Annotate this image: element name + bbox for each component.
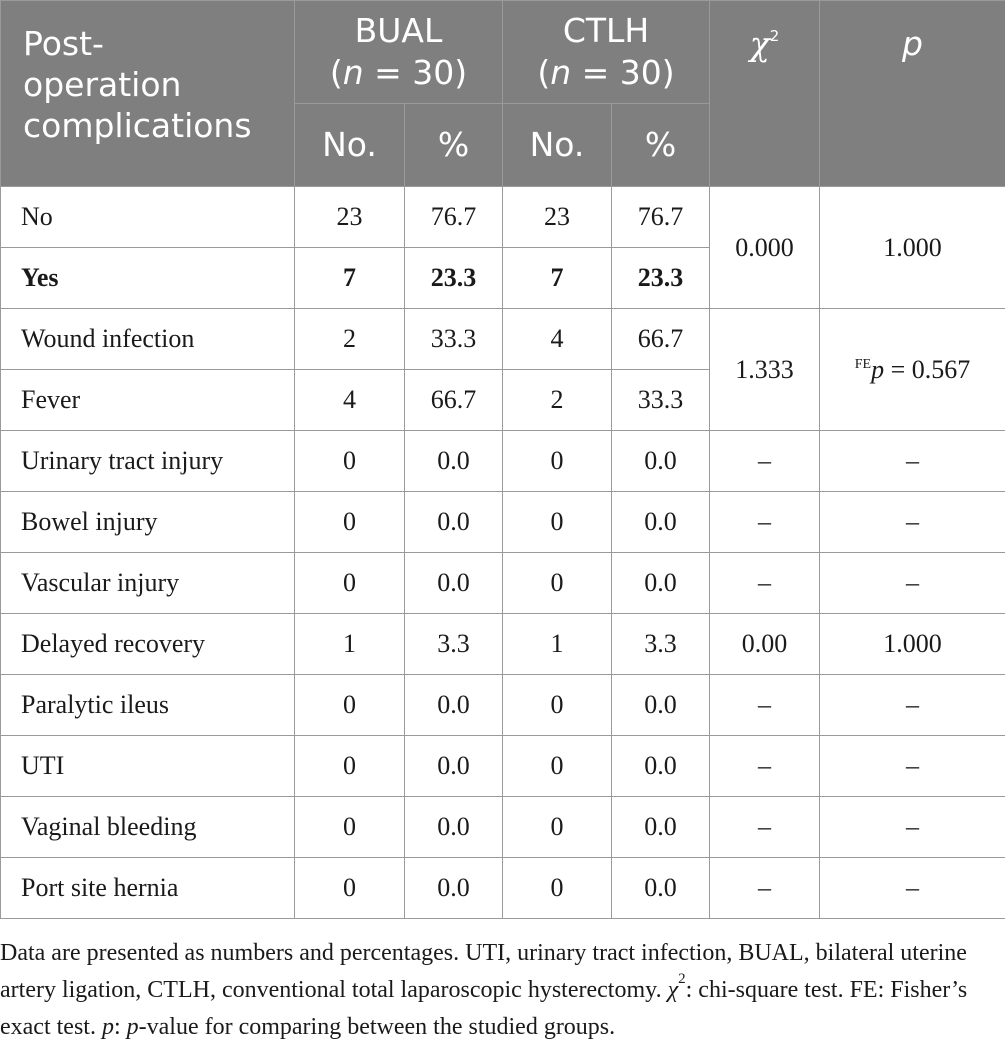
ctlh-no-cell: 1 [503,614,612,675]
chi-cell: – [710,858,820,919]
bual-no-cell: 0 [295,675,405,736]
bual-pct-cell: 0.0 [405,553,503,614]
bual-no-cell: 0 [295,431,405,492]
p-cell: – [820,431,1005,492]
ctlh-no-cell: 0 [503,553,612,614]
ctlh-pct-cell: 3.3 [612,614,710,675]
row-label: UTI [1,736,295,797]
table-row [1,553,1005,614]
row-label: Wound infection [1,309,295,370]
ctlh-no-cell: 4 [503,309,612,370]
bual-no-cell: 0 [295,553,405,614]
ctlh-no-cell: 0 [503,492,612,553]
p-cell: – [820,736,1005,797]
header-chi-square: $\chi^2$ [710,1,820,187]
header-complications: Post- operation complications [1,1,295,187]
table-row [1,187,1005,248]
row-label: Delayed recovery [1,614,295,675]
ctlh-pct-cell: 0.0 [612,431,710,492]
row-label: No [1,187,295,248]
chi-cell: 0.000 [710,187,820,309]
row-label: Vascular injury [1,553,295,614]
row-label: Vaginal bleeding [1,797,295,858]
row-label: Bowel injury [1,492,295,553]
header-bual: BUAL (n = 30) [295,1,503,104]
table-header [1,1,1005,187]
ctlh-pct-cell: 0.0 [612,858,710,919]
bual-no-cell: 1 [295,614,405,675]
bual-pct-cell: 0.0 [405,858,503,919]
bual-no-cell: 2 [295,309,405,370]
bual-no-cell: 4 [295,370,405,431]
table-body [1,187,1005,919]
table-row [1,858,1005,919]
ctlh-pct-cell: 76.7 [612,187,710,248]
chi-cell: – [710,553,820,614]
bual-no-cell: 0 [295,858,405,919]
ctlh-no-cell: 0 [503,431,612,492]
ctlh-no-cell: 0 [503,858,612,919]
row-label: Paralytic ileus [1,675,295,736]
header-ctlh-no: No. [503,104,612,187]
row-label: Fever [1,370,295,431]
row-label: Urinary tract injury [1,431,295,492]
bual-pct-cell: 0.0 [405,675,503,736]
p-cell: 1.000 [820,187,1005,309]
ctlh-pct-cell: 66.7 [612,309,710,370]
ctlh-pct-cell: 33.3 [612,370,710,431]
ctlh-pct-cell: 23.3 [612,248,710,309]
table-row [1,736,1005,797]
chi-cell: – [710,492,820,553]
p-cell: 1.000 [820,614,1005,675]
p-cell: – [820,797,1005,858]
table-row [1,614,1005,675]
p-cell: – [820,553,1005,614]
header-ctlh: CTLH (n = 30) [503,1,710,104]
bual-pct-cell: 33.3 [405,309,503,370]
header-bual-no: No. [295,104,405,187]
ctlh-no-cell: 0 [503,797,612,858]
chi-cell: – [710,675,820,736]
p-cell: – [820,858,1005,919]
chi-cell: 1.333 [710,309,820,431]
bual-no-cell: 0 [295,797,405,858]
p-cell: – [820,492,1005,553]
chi-cell: – [710,797,820,858]
table-row [1,431,1005,492]
header-bual-pct: % [405,104,503,187]
bual-pct-cell: 23.3 [405,248,503,309]
ctlh-no-cell: 0 [503,675,612,736]
bual-pct-cell: 0.0 [405,797,503,858]
bual-pct-cell: 0.0 [405,736,503,797]
row-label: Port site hernia [1,858,295,919]
chi-cell: – [710,736,820,797]
header-p-value: p [820,1,1005,187]
ctlh-pct-cell: 0.0 [612,492,710,553]
ctlh-no-cell: 23 [503,187,612,248]
header-ctlh-pct: % [612,104,710,187]
bual-no-cell: 0 [295,492,405,553]
table-row [1,797,1005,858]
ctlh-no-cell: 0 [503,736,612,797]
p-cell: – [820,675,1005,736]
p-cell: $^{FE}$p = 0.567 [820,309,1005,431]
table-row [1,492,1005,553]
table-row [1,309,1005,370]
bual-pct-cell: 0.0 [405,492,503,553]
bual-no-cell: 23 [295,187,405,248]
ctlh-no-cell: 2 [503,370,612,431]
bual-pct-cell: 76.7 [405,187,503,248]
chi-cell: – [710,431,820,492]
bual-no-cell: 0 [295,736,405,797]
ctlh-pct-cell: 0.0 [612,675,710,736]
row-label: Yes [1,248,295,309]
bual-pct-cell: 3.3 [405,614,503,675]
bual-pct-cell: 0.0 [405,431,503,492]
bual-no-cell: 7 [295,248,405,309]
ctlh-pct-cell: 0.0 [612,553,710,614]
table-footnote: Data are presented as numbers and percentages. UTI, urinary tract infection, BUAL, bilateral uterine artery ligation, CTLH, conventional total laparoscopic hysterectomy. $\chi^2$: chi-square test. FE: Fisher’s exact test. p: p-value for comparing between the studied groups. [0,940,968,1040]
chi-cell: 0.00 [710,614,820,675]
ctlh-pct-cell: 0.0 [612,797,710,858]
ctlh-no-cell: 7 [503,248,612,309]
ctlh-pct-cell: 0.0 [612,736,710,797]
table-row [1,675,1005,736]
bual-pct-cell: 66.7 [405,370,503,431]
